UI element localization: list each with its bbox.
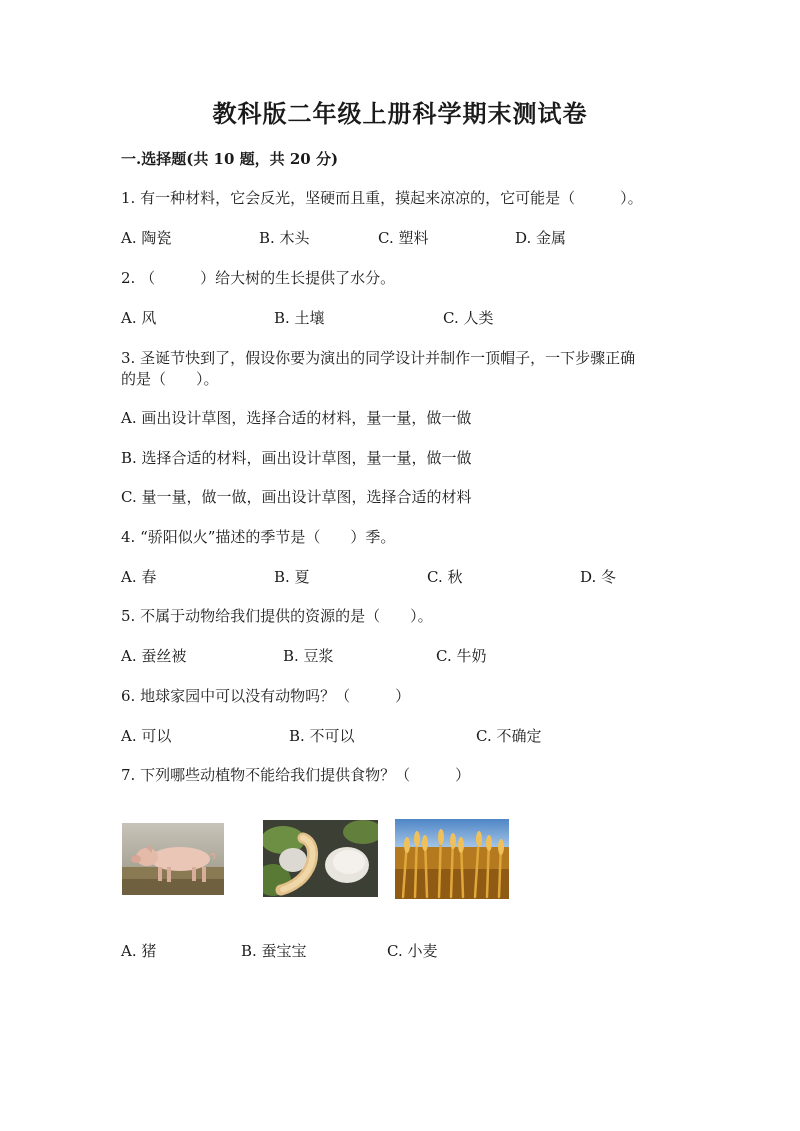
- question-6-option-c: C. 不确定: [476, 727, 542, 745]
- question-3-stem-line-2: 的是（ ）。: [121, 370, 219, 388]
- question-7-option-c: C. 小麦: [387, 942, 438, 960]
- question-4-option-a: A. 春: [121, 568, 157, 586]
- question-5-option-a: A. 蚕丝被: [121, 647, 187, 665]
- question-5-option-c: C. 牛奶: [436, 647, 487, 665]
- silkworm-image: [263, 820, 378, 897]
- question-4-option-b: B. 夏: [274, 568, 310, 586]
- question-5-stem: 5. 不属于动物给我们提供的资源的是（ ）。: [121, 607, 433, 625]
- question-2-option-c: C. 人类: [443, 309, 494, 327]
- question-2-stem: 2. （ ）给大树的生长提供了水分。: [121, 269, 396, 287]
- question-1-option-a: A. 陶瓷: [121, 229, 172, 247]
- question-1-stem: 1. 有一种材料，它会反光，坚硬而且重，摸起来凉凉的，它可能是（ ）。: [121, 189, 643, 207]
- question-7-option-a: A. 猪: [121, 942, 157, 960]
- question-3-option-c: C. 量一量，做一做，画出设计草图，选择合适的材料: [121, 488, 472, 506]
- question-3-stem-line-1: 3. 圣诞节快到了，假设你要为演出的同学设计并制作一顶帽子，一下步骤正确: [121, 349, 636, 367]
- question-4-stem: 4. “骄阳似火”描述的季节是（ ）季。: [121, 528, 396, 546]
- question-2-option-b: B. 土壤: [274, 309, 325, 327]
- question-3-option-b: B. 选择合适的材料，画出设计草图，量一量，做一做: [121, 449, 472, 467]
- question-7-stem: 7. 下列哪些动植物不能给我们提供食物？（ ）: [121, 766, 471, 784]
- question-5-option-b: B. 豆浆: [283, 647, 334, 665]
- question-3-option-a: A. 画出设计草图，选择合适的材料，量一量，做一做: [121, 409, 472, 427]
- question-4-option-c: C. 秋: [427, 568, 463, 586]
- question-1-option-b: B. 木头: [259, 229, 310, 247]
- question-6-option-b: B. 不可以: [289, 727, 355, 745]
- pig-image: [122, 823, 224, 895]
- wheat-image: [395, 819, 509, 899]
- page-title: 教科版二年级上册科学期末测试卷: [212, 99, 588, 128]
- question-1-option-c: C. 塑料: [378, 229, 429, 247]
- question-4-option-d: D. 冬: [580, 568, 617, 586]
- question-2-option-a: A. 风: [121, 309, 157, 327]
- question-6-stem: 6. 地球家园中可以没有动物吗？（ ）: [121, 687, 411, 705]
- question-7-option-b: B. 蚕宝宝: [241, 942, 307, 960]
- question-6-option-a: A. 可以: [121, 727, 172, 745]
- question-1-option-d: D. 金属: [515, 229, 567, 247]
- section-heading: 一.选择题(共 10 题，共 20 分): [121, 150, 339, 168]
